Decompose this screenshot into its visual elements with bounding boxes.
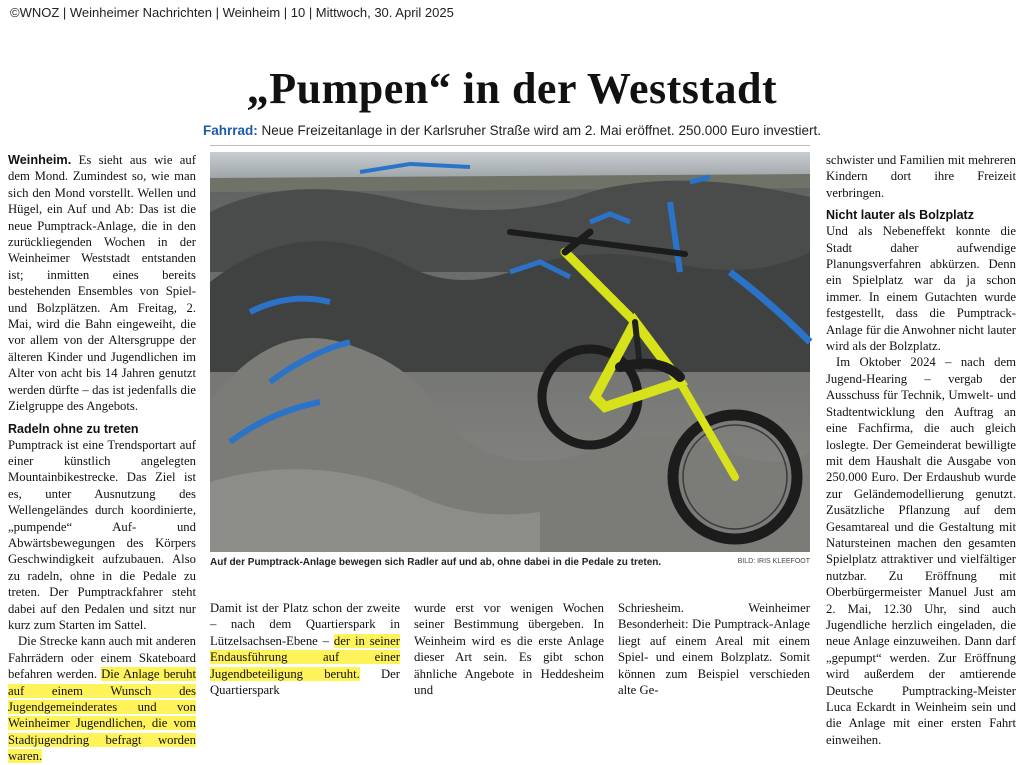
subhead-bolzplatz: Nicht lauter als Bolzplatz bbox=[826, 208, 974, 223]
caption-text: Auf der Pumptrack-Anlage bewegen sich Radler auf und ab, ohne dabei in die Pedale zu treten. bbox=[210, 557, 662, 568]
strecke-text: Die Strecke kann auch mit anderen Fahrrädern oder einem Skateboard befahren werden. bbox=[8, 634, 196, 682]
paragraph-pumptrack: Pumptrack ist eine Trendsportart auf einer künstlich angelegten Mountainbikestrecke. Das Ziel ist es, unter Ausnutzung des Wellengeländes durch koordinierte, „pumpende“ Auf- und Abwärtsbewegungen des Körpers Geschwindigkeit aufzubauen. Also zu radeln, ohne in die Pedale zu treten. Der Pumptrackfahrer steht dabei auf den Pedalen und sitzt nur kurz zum Starten im Sattel. bbox=[8, 437, 196, 632]
highlighted-text: Die Anlage beruht auf einem Wunsch des Jugendgemeinderates und von Weinheimer Jugendlichen, die vom Stadtjugendring befragt worden waren. bbox=[8, 667, 196, 764]
photo-credit: BILD: IRIS KLEEFOOT bbox=[737, 558, 810, 565]
column-4 bbox=[618, 600, 810, 698]
paragraph-nebeneffekt: Und als Nebeneffekt konnte die Stadt daher aufwendige Planungsverfahren abkürzen. Denn ein Spielplatz war da ja schon immer. In einem Gutachten wurde festgestellt, dass die Pumptrack-Anlage für die Anwohner nicht lauter wird als der Bolzplatz. bbox=[826, 224, 1016, 354]
paragraph-intro bbox=[8, 152, 196, 415]
intro-text: Es sieht aus wie auf dem Mond. Zumindest so, wie man sich den Mond vorstellt. Wellen und Hügel, ein Auf und Ab: Das ist die neue Pumptrack-Anlage, die in den zurückliegenden Wochen in der Weinheimer Weststadt entstanden ist; inmitten eines bereits bestehenden Ensembles von Spiel- und Bolzplätzen. Am Freitag, 2. Mai, wird die Bahn eingeweiht, die vor allem von der Altersgruppe der älteren Kinder und Jugendlichen im Alter von acht bis 14 Jahren genutzt werden dürfte – das ist jedenfalls die Zielgruppe des Angebots. bbox=[8, 153, 196, 414]
photo-caption bbox=[210, 557, 810, 568]
subhead-radeln: Radeln ohne zu treten bbox=[8, 421, 139, 436]
paragraph-col3: wurde erst vor wenigen Wochen seiner Bestimmung übergeben. In Weinheim wird es die erste Anlage dieser Art sein. Es gibt schon ähnliche Angebote in Heddesheim und bbox=[414, 601, 604, 698]
dateline: Weinheim. bbox=[8, 153, 72, 167]
highlighted-text-2: der in seiner Endausführung auf einer Jugendbeteiligung beruht. bbox=[210, 633, 400, 681]
paragraph-col4: Schriesheim. Weinheimer Besonderheit: Die Pumptrack-Anlage liegt auf einem Areal mit einem Spiel- und einem Bolzplatz. Somit können zum Beispiel verschieden alte Ge- bbox=[618, 601, 810, 698]
column-2 bbox=[210, 600, 400, 698]
article-headline: „Pumpen“ in der Weststadt bbox=[246, 64, 778, 113]
paragraph-oktober: Im Oktober 2024 – nach dem Jugend-Hearing – vergab der Ausschuss für Technik, Umwelt- und Stadtentwicklung den Auftrag an eine Fachfirma, die auch gleich loslegte. Der Gemeinderat bewilligte mit dem Haushalt die Ausgabe von 250.000 Euro. Der Erdaushub wurde zur Geländemodellierung genutzt. Zusätzliche Pflanzung auf dem Gesamtareal und die Gestaltung mit Natursteinen machen den gesamten Spielplatz attraktiver und vielfältiger nutzbar. Zu Eröffnung mit Oberbürgermeister Manuel Just am 2. Mai, 12.30 Uhr, sind auch Jugendliche herzlich eingeladen, die neue Anlage einzuweihen. Dann darf „gepumpt“ werden. Zur Eröffnung wird außerdem der amtierende Deutsche Pumptracking-Meister Luca Eckardt in Weinheim sein und die Anlage mit einer ersten Fahrt einweihen. bbox=[826, 355, 1016, 747]
paragraph-strecke bbox=[8, 633, 196, 764]
pumptrack-bicycle-image bbox=[210, 152, 810, 552]
paragraph-quartierspark bbox=[210, 600, 400, 698]
column-3 bbox=[414, 600, 604, 698]
col2-text-start: Damit ist der Platz schon der zweite – nach dem Quartierspark in Lützelsachsen-Ebene – bbox=[210, 601, 400, 648]
title-divider bbox=[210, 145, 810, 146]
kicker: Fahrrad: bbox=[202, 123, 258, 138]
col2-text-end: Der Quartierspark bbox=[210, 666, 400, 698]
publication-line: ©WNOZ | Weinheimer Nachrichten | Weinheim | 10 | Mittwoch, 30. April 2025 bbox=[10, 5, 454, 20]
article-subheadline bbox=[0, 123, 1024, 138]
paragraph-geschwister: schwister und Familien mit mehreren Kindern dort ihre Freizeit verbringen. bbox=[826, 153, 1016, 200]
column-1 bbox=[8, 152, 196, 765]
article-photo bbox=[210, 152, 810, 552]
column-5 bbox=[826, 152, 1016, 748]
subheadline-text: Neue Freizeitanlage in der Karlsruher Straße wird am 2. Mai eröffnet. 250.000 Euro investiert. bbox=[261, 123, 822, 138]
